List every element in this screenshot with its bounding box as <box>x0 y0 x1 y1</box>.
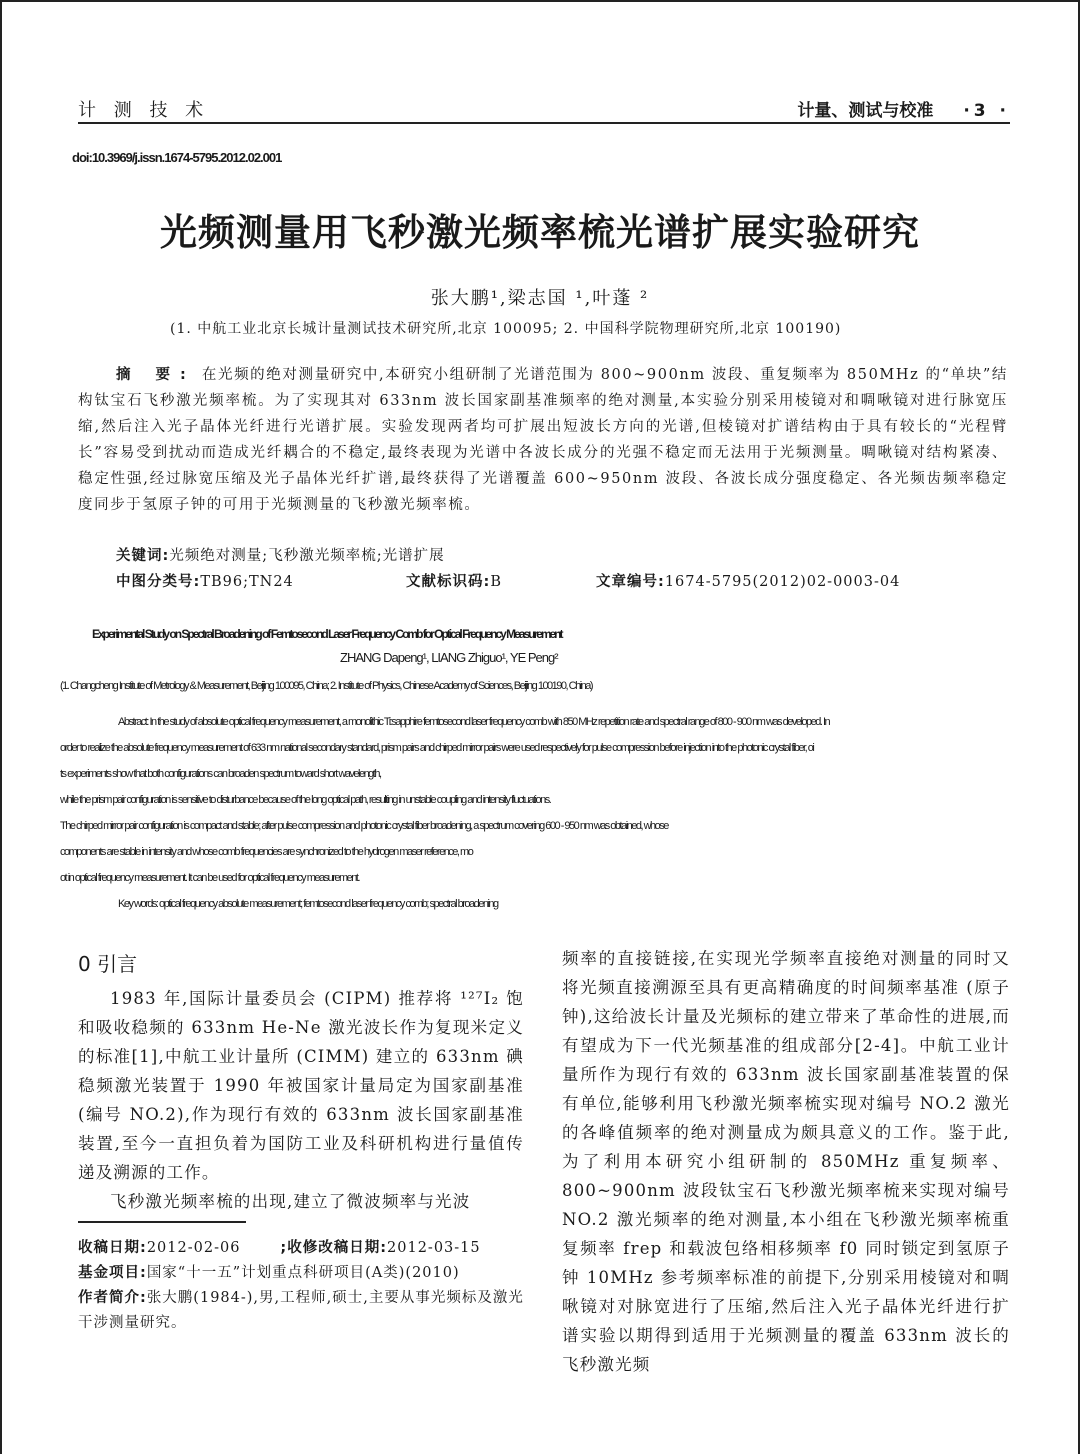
english-abstract-line: ts experiments show that both configurations can broaden spectrum toward short wavelength, <box>60 768 381 780</box>
english-abstract-line: Abstract: In the study of absolute optical frequency measurement, a monolithic Ti:sapphire femtosecond laser frequency comb with 850 MHz repetition rate and spectral range of 800 - 900 nm was developed. In <box>118 716 830 728</box>
keywords <box>116 544 445 565</box>
english-abstract-line: The chirped mirror pair configuration is compact and stable; after pulse compression and photonic crystal fiber broadening, a spectrum covering 600 - 950 nm was obtained, whose <box>60 820 668 832</box>
article-no-value: 1674-5795(2012)02-0003-04 <box>664 574 901 590</box>
page-number: ·3 · <box>963 101 1010 121</box>
footnote-rule <box>78 1221 246 1223</box>
journal-name: 计量、测试与校准 <box>797 101 934 121</box>
clc-value: TB96;TN24 <box>200 574 294 590</box>
abstract <box>78 362 1008 518</box>
authors: 张大鹏¹,梁志国 ¹,叶蓬 ² <box>430 288 650 309</box>
affiliation: (1. 中航工业北京长城计量测试技术研究所,北京 100095; 2. 中国科学院物理研究所,北京 100190) <box>170 321 842 337</box>
english-affiliation: (1. Changcheng Institute of Metrology & Measurement, Beijing 100095, China; 2. Institute of Physics, Chinese Academy of Sciences, Beijing 100190, China) <box>60 680 593 692</box>
english-abstract-line: components are stable in intensity and whose comb frequencies are synchronized to the hydrogen maser reference, mo <box>60 846 473 858</box>
english-authors: ZHANG Dapeng¹, LIANG Zhiguo¹, YE Peng² <box>340 650 558 665</box>
keywords-text: 光频绝对测量;飞秒激光频率梳;光谱扩展 <box>169 548 445 564</box>
doc-code-value: B <box>490 574 502 590</box>
clc-label: 中图分类号: <box>116 574 201 590</box>
footnote <box>78 1236 524 1336</box>
received-dates: 收稿日期:2012-02-06 ;收修改稿日期:2012-03-15 <box>78 1240 481 1256</box>
author-bio: 作者简介:张大鹏(1984-),男,工程师,硕士,主要从事光频标及激光干涉测量研究。 <box>78 1290 524 1331</box>
intro-paragraph: 1983 年,国际计量委员会 (CIPM) 推荐将 ¹²⁷I₂ 饱和吸收稳频的 633nm He-Ne 激光波长作为复现米定义的标准[1],中航工业计量所 (CIMM) 建立的 633nm 碘稳频激光装置于 1990 年被国家计量局定为国家副基准 (编号 NO.2),作为现行有效的 633nm 波长国家副基准装置,至今一直担负着为国防工业及科研机构进行量值传递及溯源的工作。 <box>78 989 524 1182</box>
abstract-text: 在光频的绝对测量研究中,本研究小组研制了光谱范围为 800~900nm 波段、重复频率为 850MHz 的“单块”结构钛宝石飞秒激光频率梳。为了实现其对 633nm 波长国家副基准频率的绝对测量,本实验分别采用棱镜对和啁啾镜对进行脉宽压缩,然后注入光子晶体光纤进行光谱扩展。实验发现两者均可扩展出短波长方向的光谱,但棱镜对扩谱结构由于具有较长的“光程臂长”容易受到扰动而造成光纤耦合的不稳定,最终表现为光谱中各波长成分的光强不稳定而无法用于光频测量。啁啾镜对结构紧凑、稳定性强,经过脉宽压缩及光子晶体光纤扩谱,最终获得了光谱覆盖 600~950nm 波段、各波长成分强度稳定、各光频齿频率稳定度同步于氢原子钟的可用于光频测量的飞秒激光频率梳。 <box>78 367 1008 513</box>
fund-info: 基金项目:国家“十一五”计划重点科研项目(A类)(2010) <box>78 1265 460 1281</box>
intro-left-column <box>78 984 524 1216</box>
english-abstract-line: order to realize the absolute frequency measurement of 633 nm national secondary standard, prism pairs and chirped mirror pairs were used respectively for pulse compression before injection into the photonic crystal fiber, oi <box>60 742 814 754</box>
english-title: Experimental Study on Spectral Broadening of Femtosecond Laser Frequency Comb for Optical Frequency Measurement <box>92 627 562 641</box>
english-keywords: Key words: optical frequency absolute measurement; femtosecond laser frequency comb; spectral broadening <box>118 898 498 910</box>
english-abstract-line: ot in optical frequency measurement. It can be used for optical frequency measurement. <box>60 872 360 884</box>
keywords-label: 关键词: <box>116 548 170 564</box>
running-header-section: 计 测 技 术 <box>78 100 210 121</box>
running-header-journal <box>797 96 1010 121</box>
intro-paragraph: 频率的直接链接,在实现光学频率直接绝对测量的同时又将光频直接溯源至具有更高精确度的时间频率基准 (原子钟),这给波长计量及光频标的建立带来了革命性的进展,而有望成为下一代光频基准的组成部分[2-4]。中航工业计量所作为现行有效的 633nm 波长国家副基准装置的保有单位,能够利用飞秒激光频率梳实现对编号 NO.2 激光的各峰值频率的绝对测量成为颇具意义的工作。鉴于此,为了利用本研究小组研制的 850MHz 重复频率、800~900nm 波段钛宝石飞秒激光频率梳来实现对编号 NO.2 激光频率的绝对测量,本小组在飞秒激光频率梳重复频率 frep 和载波包络相移频率 f0 同时锁定到氢原子钟 10MHz 参考频率标准的前提下,分别采用棱镜对和啁啾镜对对脉宽进行了压缩,然后注入光子晶体光纤进行扩谱实验以期得到适用于光频测量的覆盖 633nm 波长的飞秒激光频 <box>562 949 1010 1374</box>
classification-line <box>116 570 1016 591</box>
doc-code-label: 文献标识码: <box>406 574 491 590</box>
abstract-label: 摘 要: <box>116 367 196 383</box>
section-heading-intro: 0 引言 <box>78 952 138 976</box>
intro-right-column <box>562 944 1010 1379</box>
page-border-top <box>0 0 1080 2</box>
paper-title: 光频测量用飞秒激光频率梳光谱扩展实验研究 <box>160 211 920 254</box>
doi[interactable]: doi:10.3969/j.issn.1674-5795.2012.02.001 <box>72 150 282 165</box>
article-no-label: 文章编号: <box>596 574 665 590</box>
intro-paragraph: 飞秒激光频率梳的出现,建立了微波频率与光波 <box>110 1192 471 1211</box>
header-rule <box>78 122 1010 124</box>
english-abstract-line: while the prism pair configuration is sensitive to disturbance because of the long optical path, resulting in unstable coupling and intensity fluctuations. <box>60 794 551 806</box>
